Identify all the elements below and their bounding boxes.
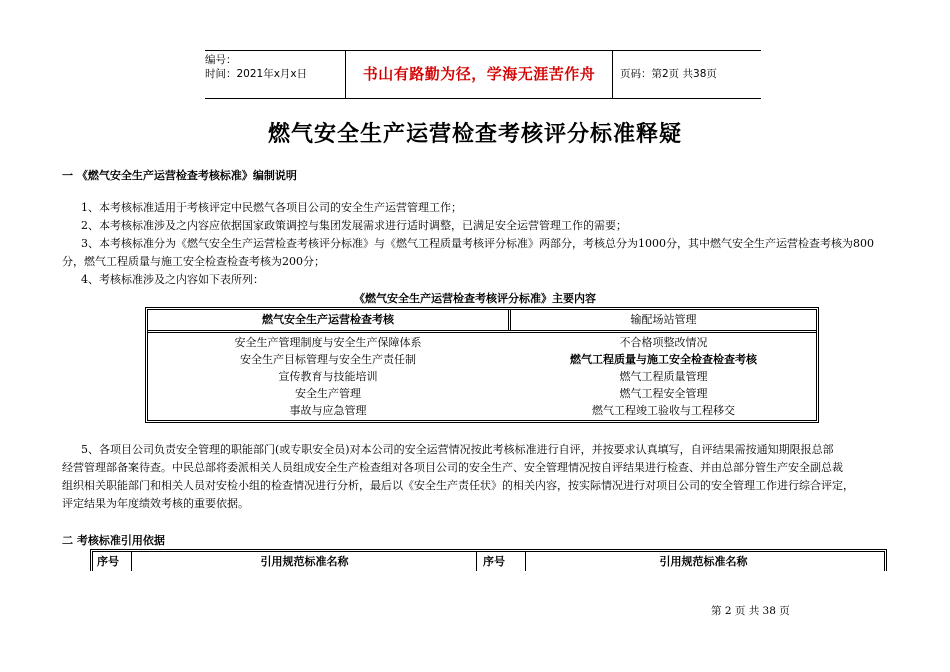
page-footer: 第 2 页 共 38 页: [711, 605, 790, 617]
para-5-line1: 5、各项目公司负责安全管理的职能部门(或专职安全员)对本公司的安全运营情况按此考核标准进行自评，并按要求认真填写，自评结果需按通知期限报总部: [81, 443, 834, 456]
time-label: 时间：2021年x月x日: [205, 68, 308, 80]
left-item: 事故与应急管理: [289, 404, 367, 417]
section1-heading: 一 《燃气安全生产运营检查考核标准》编制说明: [62, 169, 297, 182]
para-1: 1、本考核标准适用于考核评定中民燃气各项目公司的安全生产运营管理工作；: [81, 201, 462, 214]
document-header: [205, 50, 761, 99]
ref-col-no-2: 序号: [483, 555, 505, 568]
right-item: 燃气工程安全管理: [619, 387, 708, 400]
ref-col-no-1: 序号: [97, 555, 119, 568]
page-info: 页码：第2页 共38页: [620, 68, 717, 80]
table-header-row: [148, 310, 816, 333]
left-item: 安全生产目标管理与安全生产责任制: [240, 353, 416, 366]
section2-heading: 二 考核标准引用依据: [62, 534, 165, 547]
header-page-cell: [612, 51, 769, 98]
left-item: 安全生产管理制度与安全生产保障体系: [234, 336, 422, 349]
right-item: 燃气工程质量管理: [619, 370, 708, 383]
motto: 书山有路勤为径，学海无涯苦作舟: [362, 65, 596, 83]
table-caption: 《燃气安全生产运营检查考核评分标准》主要内容: [354, 292, 596, 305]
header-meta: [205, 51, 345, 100]
right-item: 不合格项整改情况: [619, 336, 708, 349]
number-label: 编号：: [205, 54, 237, 66]
reference-table-header: [90, 549, 887, 571]
left-item: 宣传教育与技能培训: [278, 370, 378, 383]
ref-col-name-1: 引用规范标准名称: [260, 555, 349, 568]
para-5-line2: 经营管理部备案待查。中民总部将委派相关人员组成安全生产检查组对各项目公司的安全生产、安全管理情况按自评结果进行检查、并由总部分管生产安全副总裁: [62, 461, 843, 474]
ref-divider: [131, 552, 132, 571]
document-title: 燃气安全生产运营检查考核评分标准释疑: [267, 122, 682, 147]
table-header-left: 燃气安全生产运营检查考核: [262, 313, 394, 326]
ref-col-name-2: 引用规范标准名称: [659, 555, 748, 568]
right-item: 燃气工程竣工验收与工程移交: [592, 404, 735, 417]
para-3-cont: 分，燃气工程质量与施工安全检查检查考核为200分；: [62, 255, 325, 268]
left-item: 安全生产管理: [295, 387, 361, 400]
para-5-line3: 组织相关职能部门和相关人员对安检小组的检查情况进行分析，最后以《安全生产责任状》的相关内容，按实际情况进行对项目公司的安全管理工作进行综合评定，: [62, 479, 854, 492]
para-4: 4、考核标准涉及之内容如下表所列：: [81, 273, 264, 286]
para-3: 3、本考核标准分为《燃气安全生产运营检查考核评分标准》与《燃气工程质量考核评分标准》两部分，考核总分为1000分，其中燃气安全生产运营检查考核为800: [81, 237, 874, 250]
para-5-line4: 评定结果为年度绩效考核的重要依据。: [62, 497, 249, 510]
table-header-right: 输配场站管理: [630, 313, 697, 326]
header-motto-cell: [345, 51, 613, 98]
right-item-subheading: 燃气工程质量与施工安全检查检查考核: [570, 353, 757, 366]
ref-divider: [476, 552, 477, 571]
para-2: 2、本考核标准涉及之内容应依据国家政策调控与集团发展需求进行适时调整，已满足安全运营管理工作的需要；: [81, 219, 627, 232]
content-table: [145, 307, 819, 423]
